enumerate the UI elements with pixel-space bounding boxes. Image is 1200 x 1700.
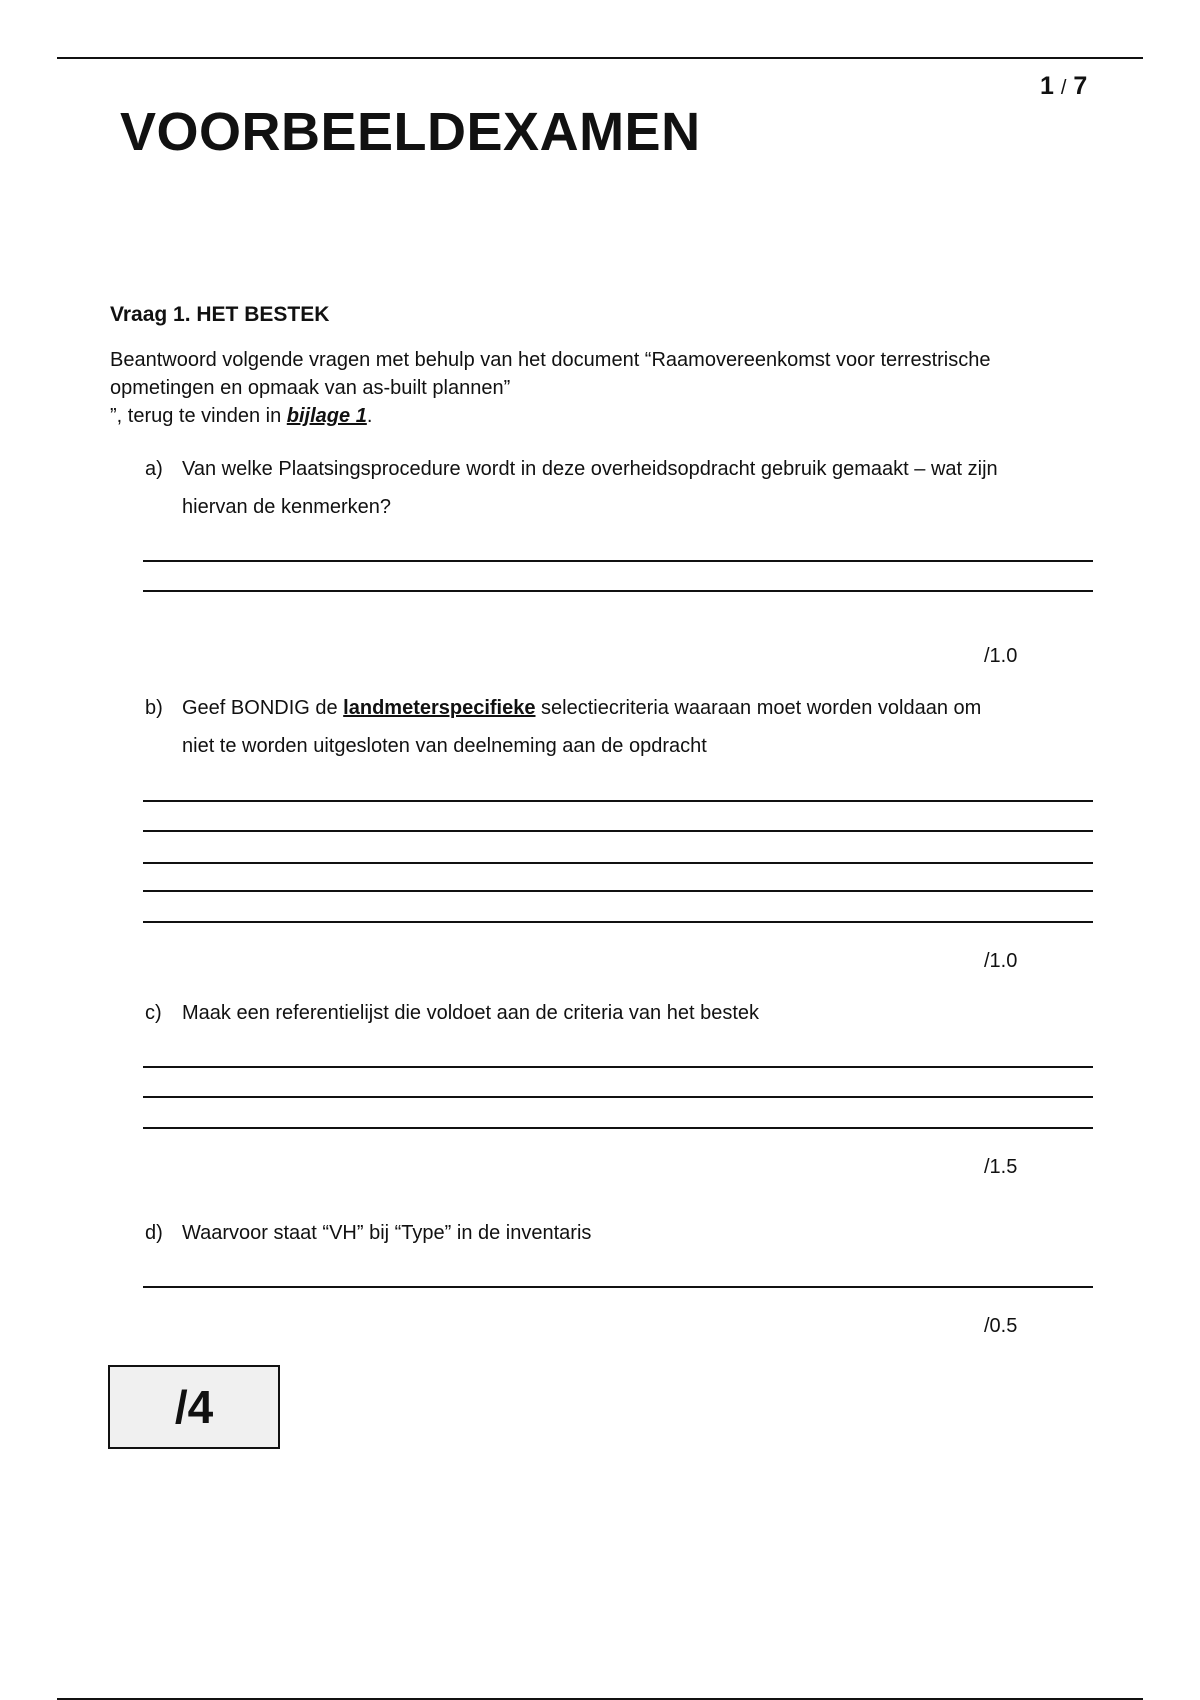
page-current: 1: [1040, 72, 1054, 100]
answer-line-b-2[interactable]: [143, 830, 1093, 832]
subquestion-text-pre: Geef BONDIG de: [182, 697, 344, 719]
subquestion-letter: d): [145, 1222, 163, 1244]
question-heading: Vraag 1. HET BESTEK: [110, 303, 330, 326]
total-score: /4: [174, 1381, 214, 1433]
subquestion-text: [182, 994, 1105, 1032]
subquestion-letter: c): [145, 1002, 162, 1024]
answer-line-d-1[interactable]: [143, 1286, 1093, 1288]
answer-line-b-5[interactable]: [143, 921, 1093, 923]
intro-line-3: ”, terug te vinden in: [110, 405, 287, 427]
subquestion-text: [182, 689, 1105, 765]
subquestion-text: [182, 1214, 1105, 1252]
subquestion-b: [145, 689, 1105, 765]
header-rule: [57, 57, 1143, 59]
page-total: 7: [1073, 72, 1088, 100]
subquestion-c: [145, 994, 1105, 1032]
answer-line-b-3[interactable]: [143, 862, 1093, 864]
intro-line-1: Beantwoord volgende vragen met behulp van het document “Raamovereenkomst voor terrestrische: [110, 349, 991, 371]
score-c: /1.5: [984, 1156, 1018, 1178]
subquestion-letter: a): [145, 458, 163, 480]
subquestion-text-line-1: Maak een referentielijst die voldoet aan de criteria van het bestek: [182, 1002, 760, 1024]
subquestion-d: [145, 1214, 1105, 1252]
answer-line-c-1[interactable]: [143, 1066, 1093, 1068]
answer-line-b-4[interactable]: [143, 890, 1093, 892]
subquestion-letter: b): [145, 697, 163, 719]
answer-line-c-2[interactable]: [143, 1096, 1093, 1098]
total-score-box: [108, 1365, 280, 1449]
subquestion-text-emphasis: landmeterspecifieke: [343, 697, 536, 719]
subquestion-text-line-2: niet te worden uitgesloten van deelneming aan de opdracht: [182, 735, 707, 757]
answer-line-a-1[interactable]: [143, 560, 1093, 562]
score-b: /1.0: [984, 950, 1018, 972]
intro-line-3-end: .: [366, 405, 373, 427]
subquestion-text-post: selectiecriteria waaraan moet worden voldaan om: [535, 697, 982, 719]
answer-line-b-1[interactable]: [143, 800, 1093, 802]
subquestion-text-line-2: hiervan de kenmerken?: [182, 496, 392, 518]
answer-line-c-3[interactable]: [143, 1127, 1093, 1129]
intro-line-2: opmetingen en opmaak van as-built plannen”: [110, 377, 511, 399]
subquestion-a: [145, 450, 1105, 526]
page-separator: /: [1060, 77, 1067, 99]
score-d: /0.5: [984, 1315, 1018, 1337]
document-title: VOORBEELDEXAMEN: [120, 102, 701, 162]
subquestion-text-line-1: Van welke Plaatsingsprocedure wordt in deze overheidsopdracht gebruik gemaakt – wat zijn: [182, 458, 998, 480]
score-a: /1.0: [984, 645, 1018, 667]
page-number: [1040, 72, 1087, 101]
subquestion-text: [182, 450, 1105, 526]
answer-line-a-2[interactable]: [143, 590, 1093, 592]
subquestion-text-line-1: Waarvoor staat “VH” bij “Type” in de inventaris: [182, 1222, 592, 1244]
question-intro: [110, 346, 1110, 430]
appendix-reference: bijlage 1: [286, 405, 367, 427]
